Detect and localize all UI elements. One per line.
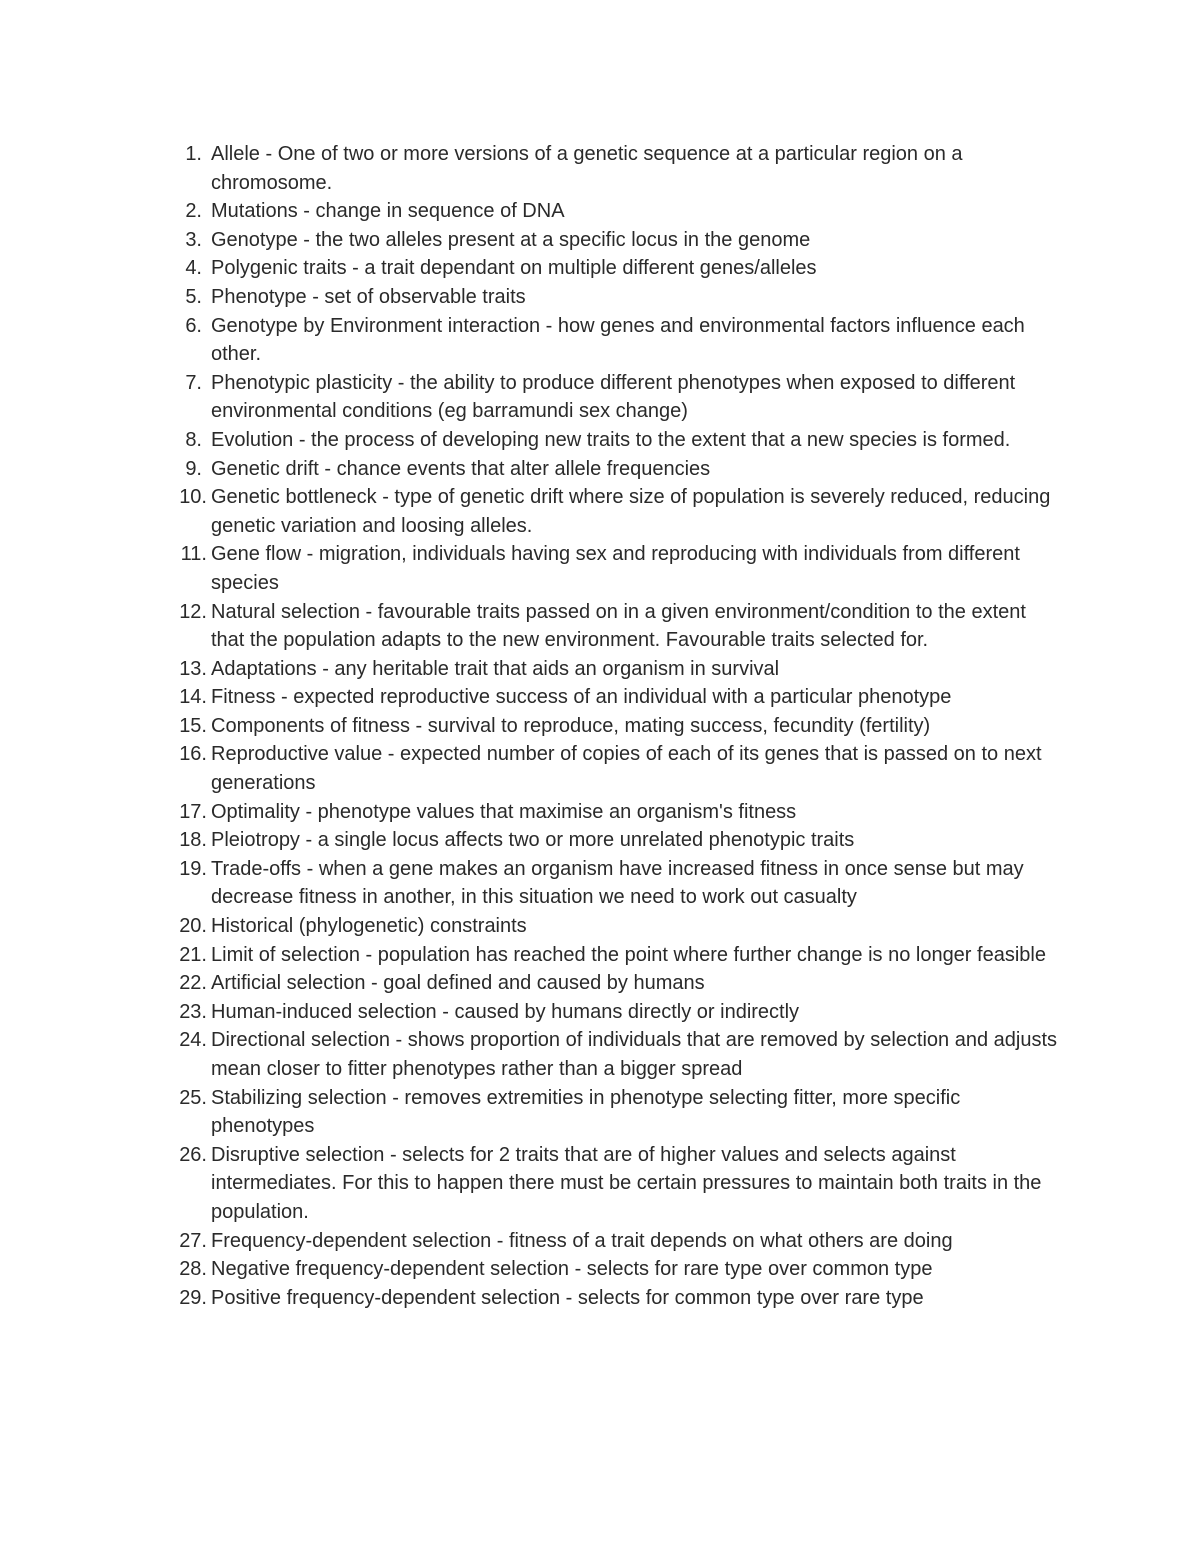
list-item-number: 18. xyxy=(179,829,207,852)
list-item-number: 19. xyxy=(179,857,207,880)
list-item-number: 14. xyxy=(179,686,207,709)
list-item-text: Stabilizing selection - removes extremities in phenotype selecting fitter, more specific phenotypes xyxy=(211,1086,961,1138)
list-item xyxy=(0,826,1200,855)
list-item-text: Polygenic traits - a trait dependant on multiple different genes/alleles xyxy=(211,257,817,280)
list-item-number: 12. xyxy=(179,600,207,623)
list-item-text: Directional selection - shows proportion of individuals that are removed by selection and adjusts mean closer to fitter phenotypes rather than a bigger spread xyxy=(211,1029,1058,1080)
list-item-text: Disruptive selection - selects for 2 traits that are of higher values and selects against intermediates. For this to happen there must be certain pressures to maintain both traits in the population. xyxy=(211,1143,1042,1223)
list-item xyxy=(0,283,1200,312)
list-item-number: 4. xyxy=(185,257,202,280)
list-item-number: 16. xyxy=(179,743,207,766)
list-item-number: 25. xyxy=(179,1086,207,1109)
list-item xyxy=(0,855,1200,912)
list-item xyxy=(0,912,1200,941)
list-item xyxy=(0,540,1200,597)
list-item-text: Allele - One of two or more versions of a genetic sequence at a particular region on a chromosome. xyxy=(211,143,963,194)
list-item-number: 29. xyxy=(179,1286,207,1309)
list-item-text: Genetic drift - chance events that alter allele frequencies xyxy=(211,457,711,480)
list-item-text: Adaptations - any heritable trait that aids an organism in survival xyxy=(211,657,780,680)
list-item-text: Gene flow - migration, individuals having sex and reproducing with individuals from different species xyxy=(211,543,1020,594)
list-item xyxy=(0,1284,1200,1313)
list-item-number: 21. xyxy=(179,943,207,966)
list-item-text: Genotype by Environment interaction - how genes and environmental factors influence each other. xyxy=(211,314,1025,366)
list-item-text: Components of fitness - survival to reproduce, mating success, fecundity (fertility) xyxy=(211,714,931,737)
list-item xyxy=(0,226,1200,255)
list-item-number: 20. xyxy=(179,915,207,938)
list-item-text: Trade-offs - when a gene makes an organism have increased fitness in once sense but may decrease fitness in another, in this situation we need to work out casualty xyxy=(211,857,1024,909)
list-item xyxy=(0,254,1200,283)
list-item xyxy=(0,683,1200,712)
list-item-text: Phenotype - set of observable traits xyxy=(211,285,526,308)
list-item xyxy=(0,740,1200,797)
list-item xyxy=(0,426,1200,455)
list-item-number: 28. xyxy=(179,1258,207,1281)
list-item xyxy=(0,1227,1200,1256)
list-item-text: Limit of selection - population has reached the point where further change is no longer feasible xyxy=(211,943,1046,966)
list-item-text: Positive frequency-dependent selection - selects for common type over rare type xyxy=(211,1286,924,1309)
list-item-number: 24. xyxy=(179,1029,207,1052)
list-item-text: Artificial selection - goal defined and caused by humans xyxy=(211,972,705,995)
list-item-text: Human-induced selection - caused by humans directly or indirectly xyxy=(211,1000,800,1023)
list-item xyxy=(0,598,1200,655)
list-item xyxy=(0,1255,1200,1284)
list-item xyxy=(0,969,1200,998)
list-item xyxy=(0,998,1200,1027)
list-item-number: 27. xyxy=(179,1229,207,1252)
list-item-text: Evolution - the process of developing new traits to the extent that a new species is formed. xyxy=(211,428,1011,451)
list-item-text: Pleiotropy - a single locus affects two or more unrelated phenotypic traits xyxy=(211,829,855,852)
list-item-number: 26. xyxy=(179,1143,207,1166)
list-item-number: 15. xyxy=(179,714,207,737)
list-item-number: 5. xyxy=(185,285,202,308)
list-item-text: Frequency-dependent selection - fitness of a trait depends on what others are doing xyxy=(211,1229,953,1252)
list-item xyxy=(0,455,1200,484)
list-item-number: 1. xyxy=(185,143,202,165)
list-item-number: 8. xyxy=(185,428,202,451)
list-item-text: Negative frequency-dependent selection - selects for rare type over common type xyxy=(211,1258,933,1281)
list-item xyxy=(0,941,1200,970)
list-item xyxy=(0,312,1200,369)
list-item-number: 9. xyxy=(185,457,202,480)
list-item-number: 7. xyxy=(185,371,202,394)
list-item xyxy=(0,1141,1200,1227)
list-item-number: 17. xyxy=(179,800,207,823)
list-item xyxy=(0,483,1200,540)
list-item xyxy=(0,655,1200,684)
list-item xyxy=(0,712,1200,741)
list-item-number: 10. xyxy=(179,486,207,509)
list-item-number: 23. xyxy=(179,1000,207,1023)
list-item-text: Historical (phylogenetic) constraints xyxy=(211,915,527,938)
list-item-text: Phenotypic plasticity - the ability to produce different phenotypes when exposed to different environmental conditions (eg barramundi sex change) xyxy=(211,371,1016,423)
list-item xyxy=(0,197,1200,226)
list-item xyxy=(0,369,1200,426)
list-item-number: 3. xyxy=(185,228,202,251)
list-item xyxy=(0,1084,1200,1141)
definitions-list xyxy=(0,140,1200,1312)
list-item xyxy=(0,1026,1200,1083)
list-item-number: 13. xyxy=(179,657,207,680)
list-item xyxy=(0,140,1200,197)
list-item-number: 6. xyxy=(185,314,202,337)
list-item-number: 2. xyxy=(185,200,202,223)
list-item-number: 11. xyxy=(180,543,207,566)
list-item-text: Genetic bottleneck - type of genetic drift where size of population is severely reduced, reducing genetic variation and loosing alleles. xyxy=(211,486,1051,537)
list-item xyxy=(0,798,1200,827)
list-item-number: 22. xyxy=(179,972,207,995)
list-item-text: Optimality - phenotype values that maximise an organism's fitness xyxy=(211,800,797,823)
list-item-text: Fitness - expected reproductive success of an individual with a particular phenotype xyxy=(211,686,952,709)
list-item-text: Natural selection - favourable traits passed on in a given environment/condition to the extent that the population adapts to the new environment. Favourable traits selected for. xyxy=(211,600,1026,652)
list-item-text: Reproductive value - expected number of copies of each of its genes that is passed on to next generations xyxy=(211,743,1042,795)
list-item-text: Genotype - the two alleles present at a specific locus in the genome xyxy=(211,228,811,251)
list-item-text: Mutations - change in sequence of DNA xyxy=(211,200,565,223)
